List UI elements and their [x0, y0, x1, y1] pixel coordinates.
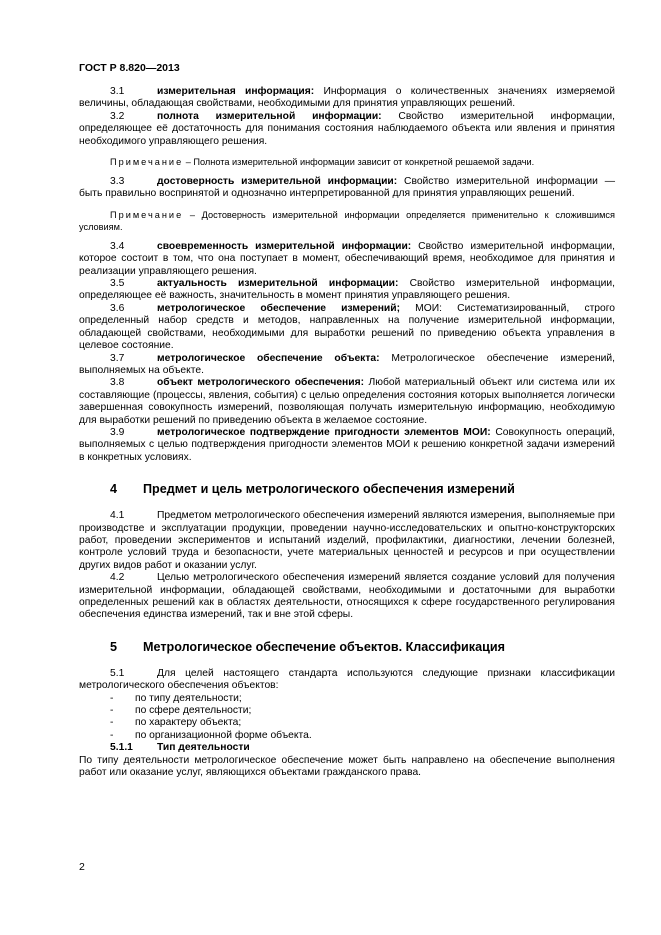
note-label: Примечание	[110, 157, 184, 168]
list-item: - по организационной форме объекта.	[110, 729, 312, 741]
term: объект метрологического обеспечения:	[157, 377, 365, 389]
definition-text: Свойство измерительной информации, определяющее её важность, значительность в момент принятия управляющего решения.	[79, 278, 615, 302]
clause-number: 4.1	[110, 510, 125, 522]
section-number: 4	[110, 482, 118, 497]
paragraph-text: Для целей настоящего стандарта используются следующие признаки классификации метрологического обеспечения объектов:	[79, 667, 615, 692]
subsection-5-1-1-heading	[79, 742, 615, 754]
term: своевременность измерительной информации:	[157, 240, 412, 252]
definition-text: Свойство измерительной информации, определяющее её достаточность для понимания состояния наблюдаемого объекта или явления и принятия необходимого управляющего решения.	[79, 110, 615, 147]
clause-number: 3.2	[110, 110, 125, 122]
term: метрологическое подтверждение пригодности элементов МОИ:	[157, 426, 491, 438]
document-header: ГОСТ Р 8.820—2013	[79, 62, 180, 74]
clause-number: 3.1	[110, 86, 125, 97]
term: актуальность измерительной информации:	[157, 278, 399, 290]
paragraph-5-1-1: По типу деятельности метрологическое обеспечение может быть направлено на обеспечение выполнения работ или оказание услуг, являющихся объектами гражданского права.	[79, 754, 615, 779]
note-3-2	[79, 156, 615, 168]
definition-3-5	[79, 278, 615, 303]
paragraph-text: Целью метрологического обеспечения измерений является создание условий для получения измерительной информации, обладающей свойствами, необходимыми и достаточными для выработки определенных решений как в областях деятельности, относящихся к сфере государственного регулирования обеспечения единства измерений, так и вне этой сферы.	[79, 572, 615, 621]
definition-text: Любой материальный объект или система или их составляющие (процессы, явления, события) с целью определения состояния которых выполняется логически завершенная совокупность измерений, позволяющая получать измерительную информацию, необходимую для выработки решений по приведению объекта в желаемое состояние.	[79, 377, 616, 426]
subsection-title: Тип деятельности	[157, 742, 250, 754]
definition-3-1	[79, 86, 615, 111]
term: метрологическое обеспечение измерений;	[157, 302, 401, 314]
definition-3-6	[79, 303, 615, 353]
term: метрологическое обеспечение объекта:	[157, 352, 380, 364]
clause-number: 3.6	[110, 302, 125, 314]
paragraph-4-2	[79, 572, 615, 622]
paragraph-text: Предметом метрологического обеспечения измерений являются измерения, выполняемые при производстве и эксплуатации продукции, проведении научно-исследовательских и опытно-конструкторских работ, проведении экспериментов и испытаний изделий, профилактики, диагностики, лечении болезней, контроле условий труда и безопасности, учете материальных ценностей и ресурсов и при осуществлении других видов работ и оказании услуг.	[79, 510, 615, 571]
list-item: - по характеру объекта;	[110, 717, 242, 729]
definition-text: Свойство измерительной информации, которое состоит в том, что она поступает в момент, обеспечивающий время, необходимое для принятия и реализации управляющего решения.	[79, 240, 615, 277]
clause-number: 5.1.1	[110, 742, 133, 754]
section-4-heading	[79, 481, 615, 497]
section-5-heading	[79, 639, 615, 655]
paragraph-5-1	[79, 668, 615, 693]
clause-number: 4.2	[110, 572, 125, 584]
clause-number: 5.1	[110, 667, 125, 679]
section-number: 5	[110, 639, 118, 654]
clause-number: 3.8	[110, 377, 125, 389]
clause-number: 3.5	[110, 278, 125, 290]
document-body	[79, 86, 615, 779]
term: полнота измерительной информации:	[157, 110, 382, 122]
note-text: – Достоверность измерительной информации определяется применительно к сложившимся условиям.	[79, 209, 615, 232]
definition-3-9	[79, 427, 615, 464]
definition-3-3	[79, 176, 615, 201]
note-label: Примечание	[110, 209, 184, 220]
classification-list	[79, 693, 615, 743]
term: достоверность измерительной информации:	[157, 176, 398, 188]
definition-text: МОИ: Систематизированный, строго определенный набор средств и методов, направленных на получение измерительной информации, обладающей свойствами, необходимыми для выработки решений по приведению объекта управления в целевое состояние.	[79, 302, 616, 352]
list-item: - по сфере деятельности;	[110, 705, 252, 717]
note-3-3	[79, 209, 615, 233]
definition-3-8	[79, 377, 615, 427]
clause-number: 3.7	[110, 352, 125, 364]
clause-number: 3.9	[110, 426, 125, 438]
section-title: Предмет и цель метрологического обеспечения измерений	[143, 482, 515, 497]
term: измерительная информация:	[157, 86, 315, 97]
definition-3-7	[79, 353, 615, 378]
definition-text: Свойство измерительной информации — быть правильно воспринятой и однозначно интерпретированной для принятия управляющих решений.	[79, 176, 615, 200]
definition-text: Совокупность операций, выполняемых с целью подтверждения пригодности элементов МОИ к решению конкретной задачи измерений в конкретных условиях.	[79, 426, 615, 463]
definition-3-4	[79, 241, 615, 278]
definition-text: Метрологическое обеспечение измерений, выполняемых на объекте.	[79, 352, 615, 376]
list-item: - по типу деятельности;	[110, 692, 242, 704]
note-text: – Полнота измерительной информации зависит от конкретной решаемой задачи.	[183, 157, 535, 168]
clause-number: 3.3	[110, 176, 125, 188]
clause-number: 3.4	[110, 240, 125, 252]
definition-text: Информация о количественных значениях измеряемой величины, обладающая свойствами, необходимыми для принятия управляющих решений.	[79, 86, 615, 110]
page-number: 2	[79, 861, 85, 873]
section-title: Метрологическое обеспечение объектов. Классификация	[143, 639, 505, 654]
paragraph-4-1	[79, 510, 615, 572]
definition-3-2	[79, 111, 615, 148]
